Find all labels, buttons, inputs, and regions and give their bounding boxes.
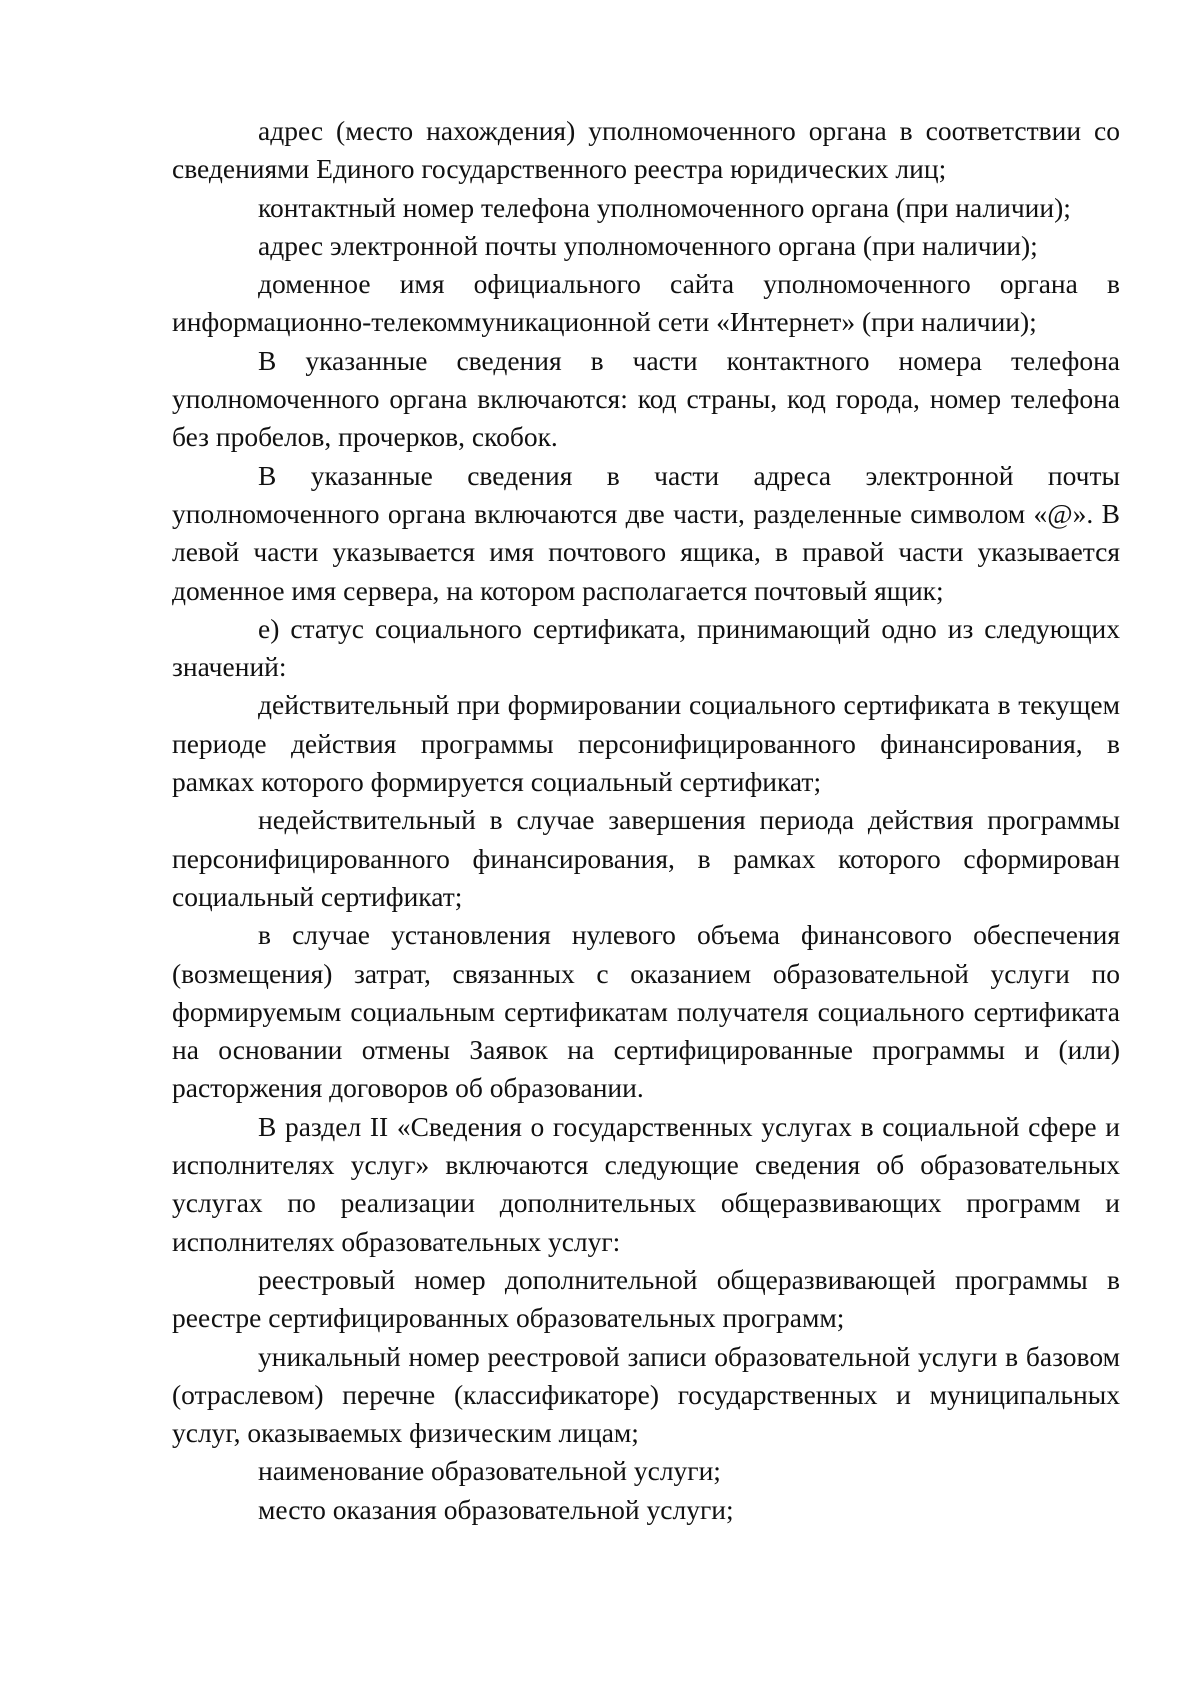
paragraph-authority-domain: доменное имя официального сайта уполномоченного органа в информационно-телекоммуникационной сети «Интернет» (при наличии);	[172, 268, 1120, 338]
paragraph-phone-format: В указанные сведения в части контактного номера телефона уполномоченного органа включаются: код страны, код города, номер телефона без пробелов, прочерков, скобок.	[172, 344, 1120, 453]
paragraph-status-invalid: недействительный в случае завершения периода действия программы персонифицированного финансирования, в рамках которого сформирован социальный сертификат;	[172, 804, 1120, 912]
paragraph-certificate-status: е) статус социального сертификата, принимающий одно из следующих значений:	[172, 612, 1120, 683]
paragraph-status-valid: действительный при формировании социального сертификата в текущем периоде действия программы персонифицированного финансирования, в рамках которого формируется социальный сертификат;	[172, 689, 1120, 798]
paragraph-unique-record-number: уникальный номер реестровой записи образовательной услуги в базовом (отраслевом) перечне (классификаторе) государственных и муниципальных услуг, оказываемых физическим лицам;	[172, 1340, 1120, 1449]
paragraph-authority-address: адрес (место нахождения) уполномоченного органа в соответствии со сведениями Единого государственного реестра юридических лиц;	[172, 115, 1120, 185]
paragraph-authority-phone: контактный номер телефона уполномоченного органа (при наличии);	[258, 191, 1071, 223]
paragraph-registry-number: реестровый номер дополнительной общеразвивающей программы в реестре сертифицированных образовательных программ;	[172, 1263, 1120, 1334]
paragraph-service-name: наименование образовательной услуги;	[258, 1455, 721, 1487]
paragraph-zero-funding: в случае установления нулевого объема финансового обеспечения (возмещения) затрат, связанных с оказанием образовательной услуги по формируемым социальным сертификатам получателя социального сертификата на основании отмены Заявок на сертифицированные программы и (или) расторжения договоров об образовании.	[172, 919, 1120, 1104]
paragraph-section-two: В раздел II «Сведения о государственных услугах в социальной сфере и исполнителях услуг» включаются следующие сведения об образовательных услугах по реализации дополнительных общеразвивающих программ и исполнителях образовательных услуг:	[172, 1110, 1120, 1257]
paragraph-email-format: В указанные сведения в части адреса электронной почты уполномоченного органа включаются две части, разделенные символом «@». В левой части указывается имя почтового ящика, в правой части указывается доменное имя сервера, на котором располагается почтовый ящик;	[172, 459, 1120, 606]
paragraph-service-place: место оказания образовательной услуги;	[258, 1493, 734, 1525]
document-text	[172, 112, 1120, 1529]
paragraph-authority-email: адрес электронной почты уполномоченного органа (при наличии);	[258, 229, 1038, 261]
